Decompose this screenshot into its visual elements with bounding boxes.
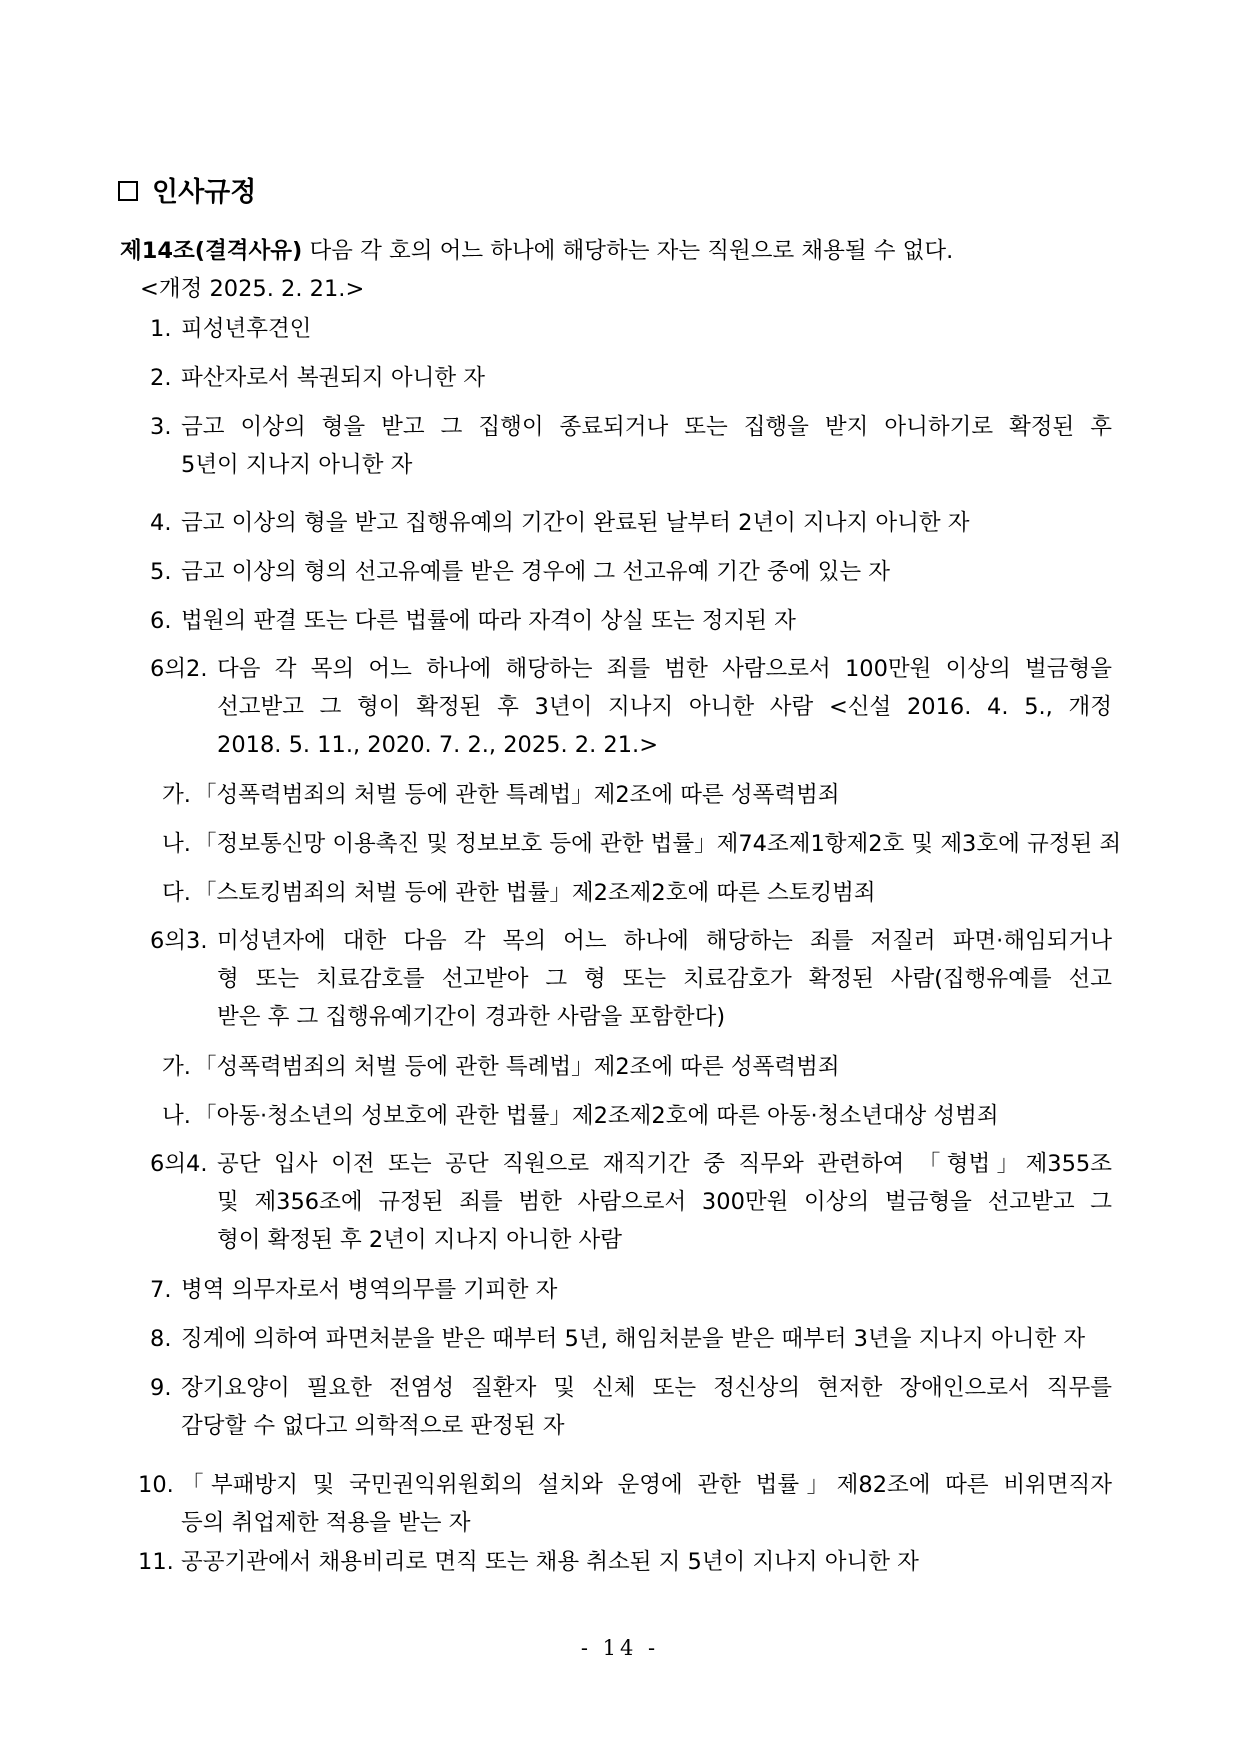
item-text-line: 받은 후 그 집행유예기간이 경과한 사람을 포함한다) bbox=[217, 1004, 726, 1030]
item-text-line: 2018. 5. 11., 2020. 7. 2., 2025. 2. 21.> bbox=[217, 732, 659, 758]
item-text-line: 「부패방지 및 국민권익위원회의 설치와 운영에 관한 법률」제82조에 따른 비위면직자 bbox=[181, 1472, 1112, 1498]
article-14 bbox=[120, 232, 1130, 270]
section-heading bbox=[118, 170, 256, 209]
item-number: 6. bbox=[150, 608, 172, 634]
item-text-line: 형 또는 치료감호를 선고받아 그 형 또는 치료감호가 확정된 사람(집행유예를 선고 bbox=[217, 966, 1112, 992]
section-heading-text: 인사규정 bbox=[152, 177, 257, 208]
list-item bbox=[150, 408, 1112, 484]
item-text bbox=[194, 874, 1112, 912]
item-text bbox=[217, 1145, 1112, 1259]
item-text bbox=[194, 825, 1122, 863]
item-number: 다. bbox=[162, 880, 191, 906]
item-text bbox=[181, 553, 1112, 591]
item-text bbox=[194, 1097, 1112, 1135]
page-number: - 14 - bbox=[580, 1636, 660, 1660]
item-number: 1. bbox=[150, 316, 172, 342]
item-text-line: 공공기관에서 채용비리로 면직 또는 채용 취소된 지 5년이 지나지 아니한 자 bbox=[181, 1549, 919, 1575]
item-text-line: 피성년후견인 bbox=[181, 316, 312, 342]
item-number: 나. bbox=[162, 831, 191, 857]
list-item bbox=[150, 1145, 1112, 1259]
item-text bbox=[181, 1543, 1112, 1581]
item-text-line: 금고 이상의 형을 받고 집행유예의 기간이 완료된 날부터 2년이 지나지 아니한 자 bbox=[181, 510, 970, 536]
item-text bbox=[181, 408, 1112, 484]
item-text bbox=[181, 359, 1112, 397]
item-number: 3. bbox=[150, 414, 172, 440]
item-text-line: 금고 이상의 형의 선고유예를 받은 경우에 그 선고유예 기간 중에 있는 자 bbox=[181, 559, 890, 585]
list-item bbox=[150, 359, 1112, 397]
item-text bbox=[194, 776, 1112, 814]
list-item bbox=[150, 1369, 1112, 1445]
item-text-line: 및 제356조에 규정된 죄를 범한 사람으로서 300만원 이상의 벌금형을 선고받고 그 bbox=[217, 1189, 1112, 1215]
item-text-line: 법원의 판결 또는 다른 법률에 따라 자격이 상실 또는 정지된 자 bbox=[181, 608, 796, 634]
item-number: 5. bbox=[150, 559, 172, 585]
item-text bbox=[181, 1320, 1112, 1358]
item-number: 2. bbox=[150, 365, 172, 391]
item-number: 6의2. bbox=[150, 656, 208, 682]
checkbox-square-icon bbox=[118, 181, 138, 201]
list-item bbox=[162, 1048, 1112, 1086]
item-text-line: 금고 이상의 형을 받고 그 집행이 종료되거나 또는 집행을 받지 아니하기로 확정된 후 bbox=[181, 414, 1112, 440]
item-text-line: 파산자로서 복권되지 아니한 자 bbox=[181, 365, 486, 391]
list-item bbox=[150, 1320, 1112, 1358]
list-item bbox=[162, 874, 1112, 912]
item-text-line: 등의 취업제한 적용을 받는 자 bbox=[181, 1510, 471, 1536]
list-item bbox=[162, 825, 1122, 863]
item-text-line: 5년이 지나지 아니한 자 bbox=[181, 452, 413, 478]
list-item bbox=[138, 1543, 1112, 1581]
item-text bbox=[181, 602, 1112, 640]
item-text-line: 「아동·청소년의 성보호에 관한 법률」제2조제2호에 따른 아동·청소년대상 성범죄 bbox=[194, 1103, 999, 1129]
list-item bbox=[150, 922, 1112, 1036]
item-number: 6의4. bbox=[150, 1151, 208, 1177]
item-text-line: 「스토킹범죄의 처벌 등에 관한 법률」제2조제2호에 따른 스토킹범죄 bbox=[194, 880, 876, 906]
list-item bbox=[150, 310, 1112, 348]
list-item bbox=[138, 1466, 1112, 1542]
article-title: 제14조(결격사유) bbox=[120, 238, 303, 264]
item-text bbox=[181, 504, 1112, 542]
list-item bbox=[150, 504, 1112, 542]
item-text bbox=[181, 1369, 1112, 1445]
amendment-note: <개정 2025. 2. 21.> bbox=[140, 276, 365, 302]
item-number: 10. bbox=[138, 1472, 174, 1498]
article-text: 다음 각 호의 어느 하나에 해당하는 자는 직원으로 채용될 수 없다. bbox=[302, 238, 954, 264]
list-item bbox=[150, 553, 1112, 591]
item-text-line: 선고받고 그 형이 확정된 후 3년이 지나지 아니한 사람 <신설 2016. 4. 5., 개정 bbox=[217, 694, 1112, 720]
item-text-line: 「정보통신망 이용촉진 및 정보보호 등에 관한 법률」제74조제1항제2호 및 제3호에 규정된 죄 bbox=[194, 831, 1122, 857]
list-item bbox=[150, 1271, 1112, 1309]
item-text-line: 장기요양이 필요한 전염성 질환자 및 신체 또는 정신상의 현저한 장애인으로서 직무를 bbox=[181, 1375, 1112, 1401]
item-text-line: 병역 의무자로서 병역의무를 기피한 자 bbox=[181, 1277, 558, 1303]
item-text-line: 감당할 수 없다고 의학적으로 판정된 자 bbox=[181, 1413, 565, 1439]
list-item bbox=[150, 602, 1112, 640]
list-item bbox=[162, 776, 1112, 814]
item-text-line: 다음 각 목의 어느 하나에 해당하는 죄를 범한 사람으로서 100만원 이상의 벌금형을 bbox=[217, 656, 1112, 682]
list-item bbox=[162, 1097, 1112, 1135]
item-number: 6의3. bbox=[150, 928, 208, 954]
item-number: 4. bbox=[150, 510, 172, 536]
item-text bbox=[217, 650, 1112, 764]
item-text bbox=[181, 1271, 1112, 1309]
list-item bbox=[150, 650, 1112, 764]
item-text-line: 미성년자에 대한 다음 각 목의 어느 하나에 해당하는 죄를 저질러 파면·해임되거나 bbox=[217, 928, 1112, 954]
item-number: 가. bbox=[162, 782, 191, 808]
item-text bbox=[194, 1048, 1112, 1086]
item-text-line: 「성폭력범죄의 처벌 등에 관한 특례법」제2조에 따른 성폭력범죄 bbox=[194, 782, 840, 808]
item-text bbox=[217, 922, 1112, 1036]
item-number: 나. bbox=[162, 1103, 191, 1129]
item-text-line: 징계에 의하여 파면처분을 받은 때부터 5년, 해임처분을 받은 때부터 3년을 지나지 아니한 자 bbox=[181, 1326, 1086, 1352]
item-number: 8. bbox=[150, 1326, 172, 1352]
item-number: 9. bbox=[150, 1375, 172, 1401]
item-text bbox=[181, 1466, 1112, 1542]
item-number: 7. bbox=[150, 1277, 172, 1303]
item-number: 가. bbox=[162, 1054, 191, 1080]
item-text-line: 「성폭력범죄의 처벌 등에 관한 특례법」제2조에 따른 성폭력범죄 bbox=[194, 1054, 840, 1080]
item-text bbox=[181, 310, 1112, 348]
item-number: 11. bbox=[138, 1549, 174, 1575]
item-text-line: 공단 입사 이전 또는 공단 직원으로 재직기간 중 직무와 관련하여 「형법」제355조 bbox=[217, 1151, 1112, 1177]
item-text-line: 형이 확정된 후 2년이 지나지 아니한 사람 bbox=[217, 1227, 622, 1253]
